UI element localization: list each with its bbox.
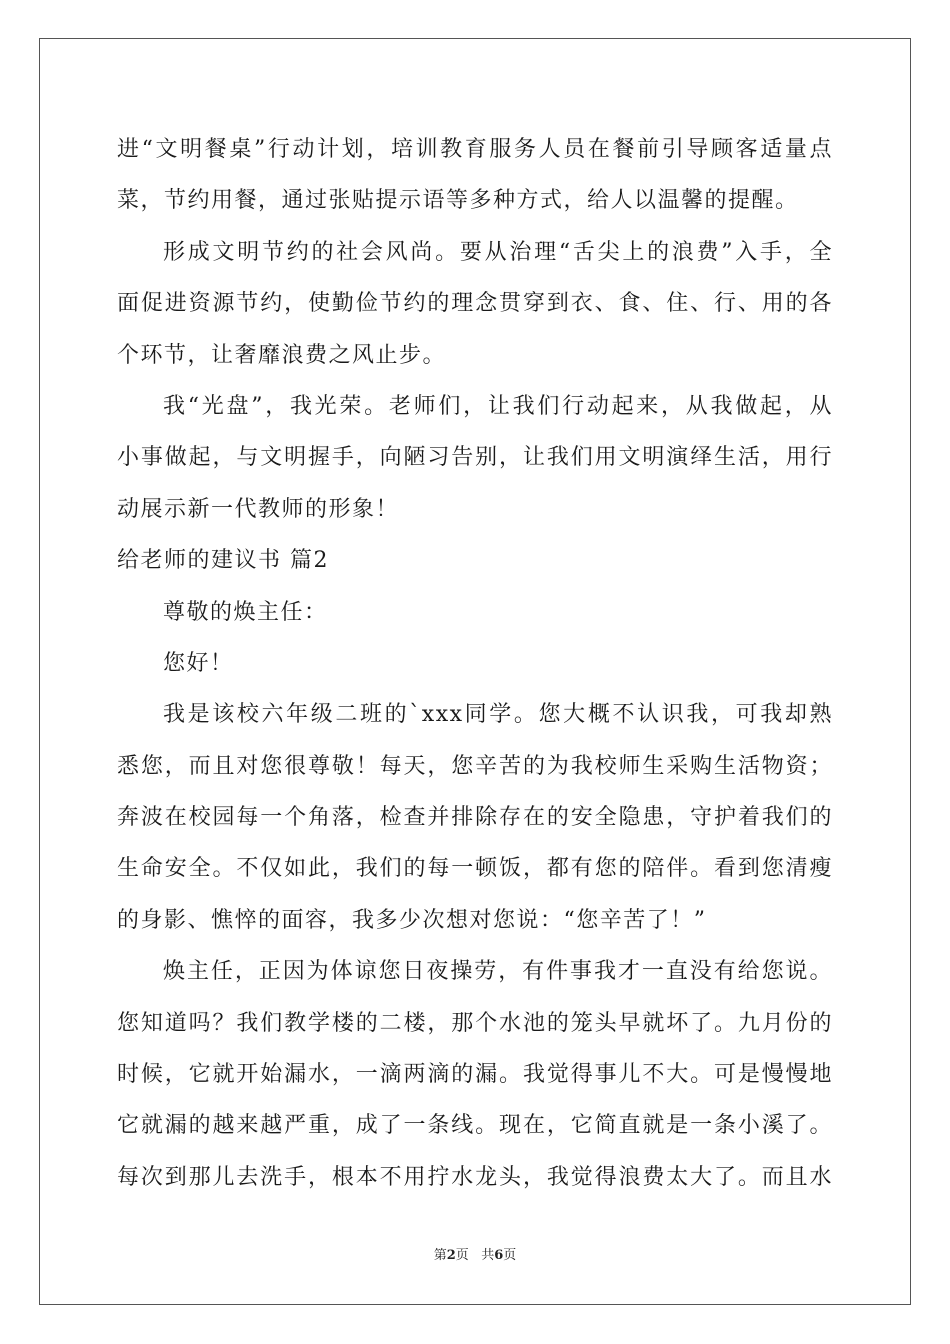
text-line: 进“文明餐桌”行动计划，培训教育服务人员在餐前引导顾客适量点 [117, 137, 833, 162]
text-line: 动展示新一代教师的形象！ [117, 496, 400, 522]
page-label-suffix: 页 [455, 1248, 469, 1263]
text-line: 您知道吗？我们教学楼的二楼，那个水池的笼头早就坏了。九月份的 [117, 1010, 833, 1036]
text-line: 的身影、憔悴的面容，我多少次想对您说：“您辛苦了！” [117, 907, 707, 933]
text-line: 尊敬的焕主任： [163, 599, 328, 625]
text-line: 焕主任，正因为体谅您日夜操劳，有件事我才一直没有给您说。 [163, 959, 833, 985]
text-line: 我是该校六年级二班的`xxx同学。您大概不认识我，可我却熟 [163, 702, 833, 728]
text-line: 每次到那儿去洗手，根本不用拧水龙头，我觉得浪费太大了。而且水 [117, 1164, 833, 1190]
text-line: 面促进资源节约，使勤俭节约的理念贯穿到衣、食、住、行、用的各 [117, 291, 833, 317]
text-line: 小事做起，与文明握手，向陋习告别，让我们用文明演绎生活，用行 [117, 445, 833, 471]
total-label-prefix: 共 [481, 1248, 495, 1263]
text-line: 个环节，让奢靡浪费之风止步。 [117, 342, 447, 368]
text-line: 悉您，而且对您很尊敬！每天，您辛苦的为我校师生采购生活物资； [117, 753, 833, 779]
document-body [117, 124, 833, 1203]
text-line: 给老师的建议书 篇2 [117, 548, 329, 574]
text-line: 菜，节约用餐，通过张贴提示语等多种方式，给人以温馨的提醒。 [117, 188, 799, 214]
text-line: 生命安全。不仅如此，我们的每一顿饭，都有您的陪伴。看到您清瘦 [117, 856, 833, 882]
text-line: 时候，它就开始漏水，一滴两滴的漏。我觉得事儿不大。可是慢慢地 [117, 1062, 833, 1088]
page-number: 2 [446, 1248, 456, 1263]
page-label-prefix: 第 [433, 1248, 447, 1263]
total-pages: 6 [494, 1248, 504, 1263]
text-line: 形成文明节约的社会风尚。要从治理“舌尖上的浪费”入手，全 [163, 239, 833, 265]
total-label-suffix: 页 [503, 1248, 517, 1263]
text-line: 我“光盘”，我光荣。老师们，让我们行动起来，从我做起，从 [163, 393, 833, 419]
page-footer [0, 1244, 950, 1263]
text-line: 您好！ [163, 650, 234, 676]
text-line: 奔波在校园每一个角落，检查并排除存在的安全隐患，守护着我们的 [117, 805, 833, 831]
text-line: 它就漏的越来越严重，成了一条线。现在，它简直就是一条小溪了。 [117, 1113, 833, 1139]
